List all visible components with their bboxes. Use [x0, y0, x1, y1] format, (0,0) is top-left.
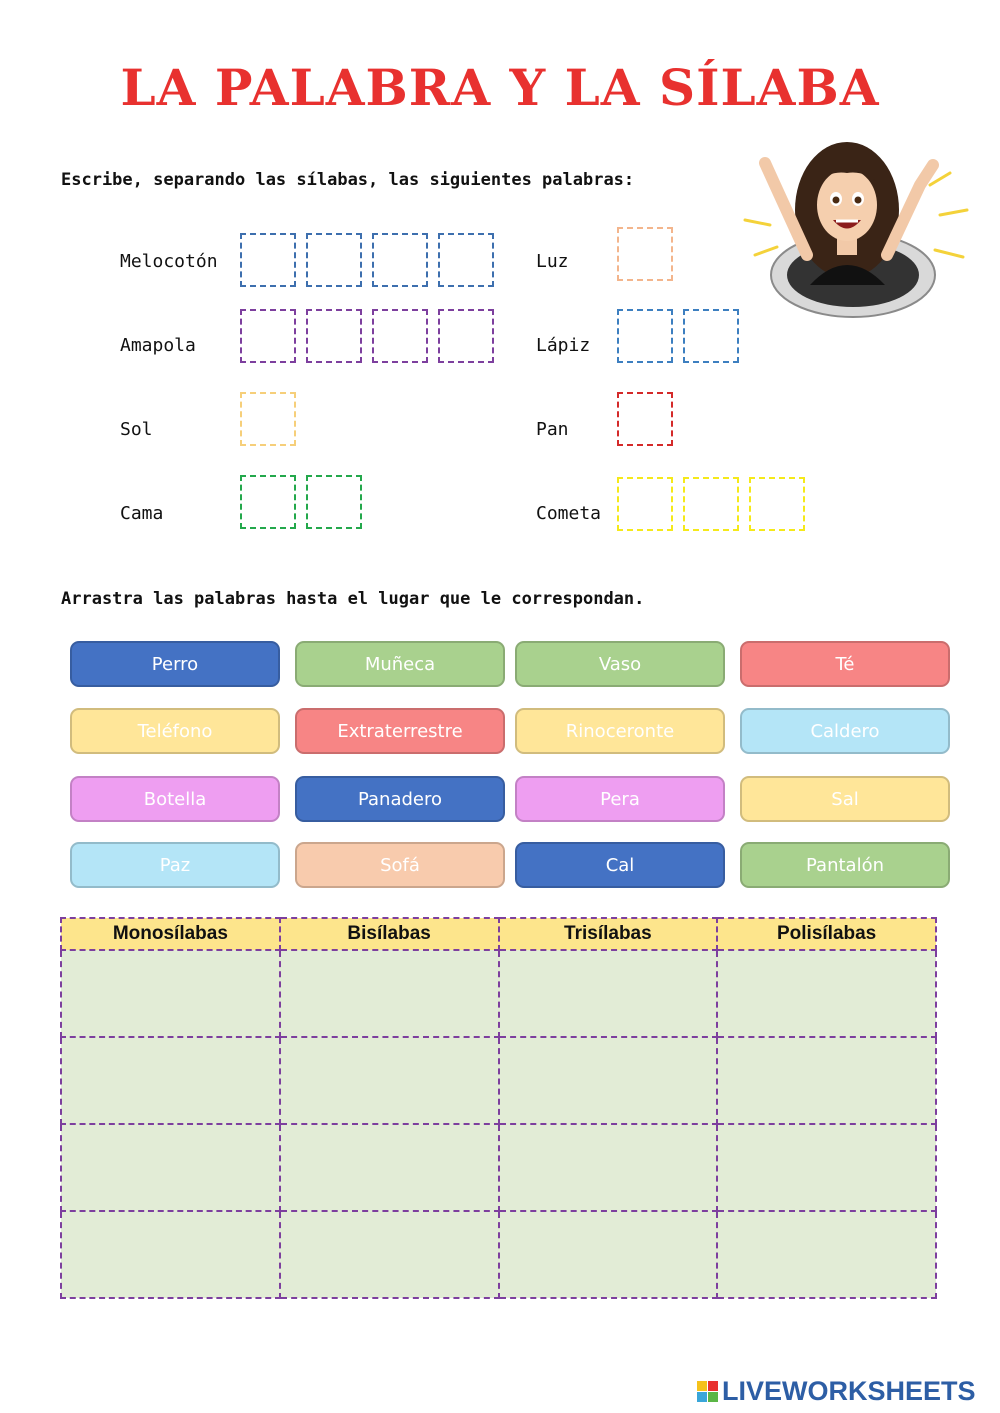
syllable-input[interactable]	[306, 309, 362, 363]
syllable-input[interactable]	[306, 233, 362, 287]
table-row	[61, 1211, 936, 1298]
drop-zone-cell[interactable]	[717, 950, 936, 1037]
syllable-boxes-luz	[617, 227, 673, 281]
table-row	[61, 1124, 936, 1211]
drop-zone-cell[interactable]	[717, 1037, 936, 1124]
syllable-input[interactable]	[240, 475, 296, 529]
syllable-input[interactable]	[683, 477, 739, 531]
syllable-input[interactable]	[617, 477, 673, 531]
drop-zone-cell[interactable]	[717, 1124, 936, 1211]
syllable-input[interactable]	[240, 309, 296, 363]
word-chip[interactable]: Pera	[515, 776, 725, 822]
column-header-trisilabas: Trisílabas	[499, 918, 718, 950]
drop-zone-cell[interactable]	[717, 1211, 936, 1298]
word-chip[interactable]: Teléfono	[70, 708, 280, 754]
instruction-write-syllables: Escribe, separando las sílabas, las siguientes palabras:	[61, 170, 635, 190]
syllable-boxes-melocoton	[240, 233, 494, 287]
word-chip[interactable]: Cal	[515, 842, 725, 888]
logo-text: LIVEWORKSHEETS	[722, 1376, 976, 1406]
word-label-sol: Sol	[120, 419, 153, 440]
drop-zone-cell[interactable]	[61, 1211, 280, 1298]
drop-zone-cell[interactable]	[499, 950, 718, 1037]
drop-zone-cell[interactable]	[499, 1037, 718, 1124]
syllable-input[interactable]	[617, 227, 673, 281]
syllable-input[interactable]	[372, 309, 428, 363]
syllable-input[interactable]	[683, 309, 739, 363]
word-chip[interactable]: Caldero	[740, 708, 950, 754]
syllable-boxes-sol	[240, 392, 296, 446]
column-header-bisilabas: Bisílabas	[280, 918, 499, 950]
word-chip[interactable]: Rinoceronte	[515, 708, 725, 754]
avatar-illustration	[735, 125, 975, 320]
column-header-monosilabas: Monosílabas	[61, 918, 280, 950]
drop-zone-cell[interactable]	[280, 1211, 499, 1298]
word-chip[interactable]: Muñeca	[295, 641, 505, 687]
syllable-input[interactable]	[372, 233, 428, 287]
word-label-cama: Cama	[120, 503, 164, 524]
word-chip[interactable]: Sal	[740, 776, 950, 822]
word-chip[interactable]: Extraterrestre	[295, 708, 505, 754]
word-chip[interactable]: Paz	[70, 842, 280, 888]
table-row	[61, 950, 936, 1037]
word-label-pan: Pan	[536, 419, 569, 440]
syllable-input[interactable]	[240, 392, 296, 446]
word-chip[interactable]: Botella	[70, 776, 280, 822]
word-chip[interactable]: Pantalón	[740, 842, 950, 888]
drop-zone-cell[interactable]	[61, 1124, 280, 1211]
syllable-boxes-amapola	[240, 309, 494, 363]
drop-zone-cell[interactable]	[280, 1124, 499, 1211]
drop-zone-cell[interactable]	[61, 1037, 280, 1124]
liveworksheets-logo	[697, 1376, 976, 1407]
logo-mark-icon	[697, 1381, 718, 1402]
syllable-input[interactable]	[617, 392, 673, 446]
syllable-boxes-cama	[240, 475, 362, 529]
drop-zone-cell[interactable]	[280, 950, 499, 1037]
instruction-drag-words: Arrastra las palabras hasta el lugar que le correspondan.	[61, 589, 645, 609]
column-header-polisilabas: Polisílabas	[717, 918, 936, 950]
syllable-input[interactable]	[438, 233, 494, 287]
word-label-amapola: Amapola	[120, 335, 196, 356]
drop-zone-cell[interactable]	[499, 1211, 718, 1298]
word-chip[interactable]: Sofá	[295, 842, 505, 888]
syllable-input[interactable]	[749, 477, 805, 531]
word-label-luz: Luz	[536, 251, 569, 272]
syllable-boxes-lapiz	[617, 309, 739, 363]
drop-zone-cell[interactable]	[280, 1037, 499, 1124]
syllable-input[interactable]	[617, 309, 673, 363]
word-chip[interactable]: Té	[740, 641, 950, 687]
word-chip[interactable]: Perro	[70, 641, 280, 687]
syllable-input[interactable]	[240, 233, 296, 287]
word-chip[interactable]: Vaso	[515, 641, 725, 687]
syllable-boxes-cometa	[617, 477, 805, 531]
syllable-sort-table	[60, 917, 937, 1299]
table-row	[61, 1037, 936, 1124]
page-title: LA PALABRA Y LA SÍLABA	[120, 58, 880, 117]
word-label-lapiz: Lápiz	[536, 335, 591, 356]
drop-zone-cell[interactable]	[499, 1124, 718, 1211]
word-chip[interactable]: Panadero	[295, 776, 505, 822]
drop-zone-cell[interactable]	[61, 950, 280, 1037]
word-label-melocoton: Melocotón	[120, 251, 218, 272]
word-label-cometa: Cometa	[536, 503, 602, 524]
table-header-row	[61, 918, 936, 950]
syllable-input[interactable]	[306, 475, 362, 529]
syllable-boxes-pan	[617, 392, 673, 446]
syllable-input[interactable]	[438, 309, 494, 363]
